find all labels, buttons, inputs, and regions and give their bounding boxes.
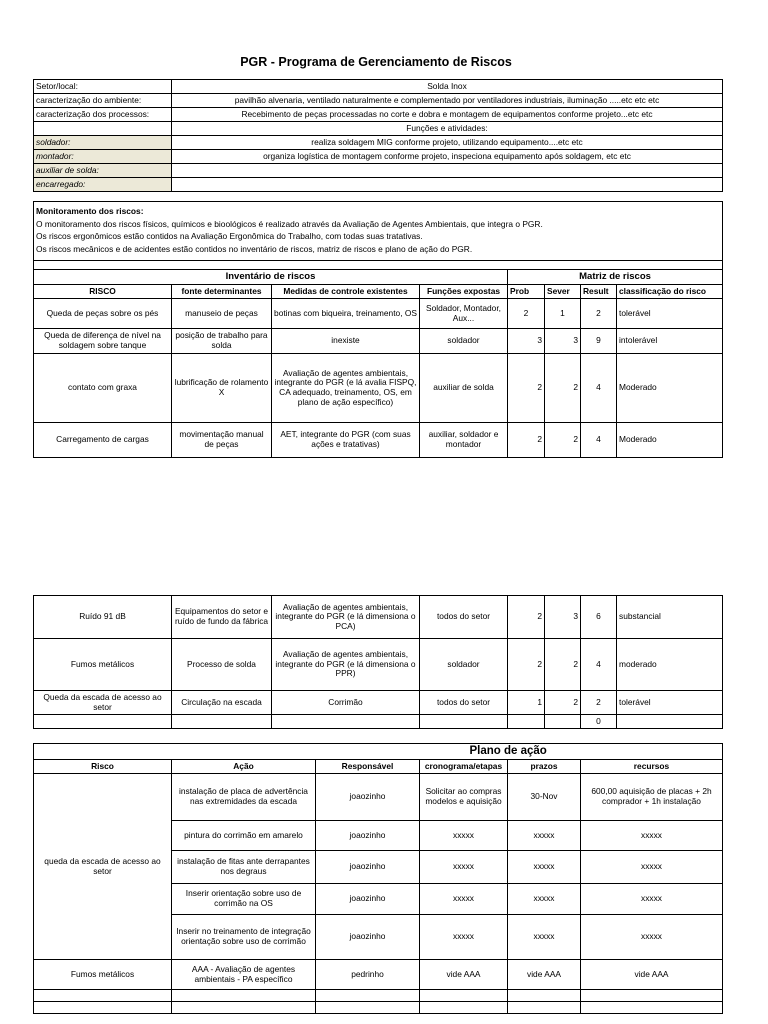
source-cell: movimentação manual de peças: [172, 423, 272, 458]
result-cell: 4: [581, 639, 617, 691]
header-label: [34, 122, 172, 136]
monitoramento-line: Os riscos mecânicos e de acidentes estão contidos no inventário de riscos, matriz de riscos e plano de ação do PGR.: [36, 243, 473, 254]
prob-cell: [508, 715, 545, 729]
header-label: encarregado:: [34, 178, 172, 192]
empty-cell: [316, 1002, 420, 1014]
table-row: [34, 960, 723, 990]
col-header: Result: [581, 285, 617, 299]
header-value: pavilhão alvenaria, ventilado naturalmente e complementado por ventiladores industriais, iluminação .....etc etc etc: [172, 94, 723, 108]
resources-cell: xxxxx: [581, 821, 723, 851]
risk-cell: contato com graxa: [34, 354, 172, 423]
col-header: classificação do risco: [617, 285, 723, 299]
monitoramento-line: Os riscos ergonômicos estão contidos na Avaliação Ergonômica do Trabalho, com todas suas tratativas.: [36, 231, 423, 242]
prob-cell: 2: [508, 596, 545, 639]
action-cell: instalação de placa de advertência nas extremidades da escada: [172, 774, 316, 821]
col-header: Sever: [545, 285, 581, 299]
risk-cell: Queda da escada de acesso ao setor: [34, 691, 172, 715]
inventory-table-continued: [33, 595, 723, 729]
table-row: [34, 299, 723, 329]
schedule-cell: xxxxx: [420, 915, 508, 960]
severity-cell: 2: [545, 639, 581, 691]
spacer-row: [34, 261, 723, 270]
responsible-cell: joaozinho: [316, 915, 420, 960]
empty-row: [34, 1002, 723, 1014]
functions-cell: [420, 715, 508, 729]
empty-row: [34, 990, 723, 1002]
col-header: Ação: [172, 760, 316, 774]
source-cell: posição de trabalho para solda: [172, 329, 272, 354]
source-cell: manuseio de peças: [172, 299, 272, 329]
severity-cell: 2: [545, 354, 581, 423]
schedule-cell: vide AAA: [420, 960, 508, 990]
table-row: [34, 774, 723, 821]
responsible-cell: joaozinho: [316, 884, 420, 915]
schedule-cell: xxxxx: [420, 851, 508, 884]
deadline-cell: vide AAA: [508, 960, 581, 990]
col-header: Funções expostas: [420, 285, 508, 299]
prob-cell: 3: [508, 329, 545, 354]
inventory-table: [33, 201, 723, 458]
header-label: montador:: [34, 150, 172, 164]
table-row: [34, 715, 723, 729]
header-label: auxiliar de solda:: [34, 164, 172, 178]
resources-cell: xxxxx: [581, 851, 723, 884]
col-header: Prob: [508, 285, 545, 299]
controls-cell: Corrimão: [272, 691, 420, 715]
action-cell: pintura do corrimão em amarelo: [172, 821, 316, 851]
table-row: [34, 329, 723, 354]
matriz-title: Matriz de riscos: [508, 270, 723, 285]
header-value: realiza soldagem MIG conforme projeto, utilizando equipamento....etc etc: [172, 136, 723, 150]
prob-cell: 2: [508, 354, 545, 423]
plano-title: Plano de ação: [420, 744, 723, 760]
col-header: recursos: [581, 760, 723, 774]
controls-cell: Avaliação de agentes ambientais, integrante do PGR (e lá dimensiona o PPR): [272, 639, 420, 691]
classification-cell: substancial: [617, 596, 723, 639]
header-value: Funções e atividades:: [172, 122, 723, 136]
table-row: [34, 354, 723, 423]
empty-cell: [420, 1002, 508, 1014]
empty-cell: [508, 990, 581, 1002]
empty-cell: [172, 990, 316, 1002]
schedule-cell: xxxxx: [420, 884, 508, 915]
severity-cell: 3: [545, 329, 581, 354]
action-cell: Inserir orientação sobre uso de corrimão na OS: [172, 884, 316, 915]
header-row: [34, 80, 723, 94]
severity-cell: 2: [545, 423, 581, 458]
controls-cell: botinas com biqueira, treinamento, OS: [272, 299, 420, 329]
header-value: [172, 178, 723, 192]
action-cell: Inserir no treinamento de integração orientação sobre uso de corrimão: [172, 915, 316, 960]
classification-cell: moderado: [617, 639, 723, 691]
source-cell: lubrificação de rolamento X: [172, 354, 272, 423]
source-cell: Processo de solda: [172, 639, 272, 691]
result-cell: 2: [581, 299, 617, 329]
functions-cell: auxiliar de solda: [420, 354, 508, 423]
controls-cell: Avaliação de agentes ambientais, integrante do PGR (e lá avalia FISPQ, CA adequado, treinamento, OS, em plano de ação específico): [272, 354, 420, 423]
deadline-cell: xxxxx: [508, 884, 581, 915]
deadline-cell: 30-Nov: [508, 774, 581, 821]
col-header: RISCO: [34, 285, 172, 299]
severity-cell: 1: [545, 299, 581, 329]
classification-cell: Moderado: [617, 423, 723, 458]
header-label: Setor/local:: [34, 80, 172, 94]
responsible-cell: joaozinho: [316, 774, 420, 821]
header-row: [34, 94, 723, 108]
controls-cell: Avaliação de agentes ambientais, integrante do PGR (e lá dimensiona o PCA): [272, 596, 420, 639]
header-row: [34, 150, 723, 164]
severity-cell: 3: [545, 596, 581, 639]
schedule-cell: Solicitar ao compras modelos e aquisição: [420, 774, 508, 821]
result-cell: 2: [581, 691, 617, 715]
header-row: [34, 164, 723, 178]
risk-cell: Fumos metálicos: [34, 639, 172, 691]
col-header: cronograma/etapas: [420, 760, 508, 774]
classification-cell: tolerável: [617, 691, 723, 715]
functions-cell: todos do setor: [420, 596, 508, 639]
empty-cell: [581, 1002, 723, 1014]
table-row: [34, 596, 723, 639]
controls-cell: [272, 715, 420, 729]
deadline-cell: xxxxx: [508, 915, 581, 960]
inventario-title: Inventário de riscos: [34, 270, 508, 285]
header-label: soldador:: [34, 136, 172, 150]
severity-cell: [545, 715, 581, 729]
controls-cell: AET, integrante do PGR (com suas ações e tratativas): [272, 423, 420, 458]
responsible-cell: joaozinho: [316, 821, 420, 851]
header-label: caracterização dos processos:: [34, 108, 172, 122]
functions-cell: todos do setor: [420, 691, 508, 715]
table-row: [34, 639, 723, 691]
header-value: Recebimento de peças processadas no corte e dobra e montagem de equipamentos conforme projeto...etc etc: [172, 108, 723, 122]
empty-cell: [420, 990, 508, 1002]
empty-cell: [34, 990, 172, 1002]
col-header: Risco: [34, 760, 172, 774]
controls-cell: inexiste: [272, 329, 420, 354]
risk-cell: Ruído 91 dB: [34, 596, 172, 639]
table-row: [34, 691, 723, 715]
empty-cell: [316, 990, 420, 1002]
source-cell: [172, 715, 272, 729]
empty-cell: [172, 1002, 316, 1014]
header-value: organiza logística de montagem conforme projeto, inspeciona equipamento após soldagem, etc etc: [172, 150, 723, 164]
source-cell: Equipamentos do setor e ruído de fundo da fábrica: [172, 596, 272, 639]
source-cell: Circulação na escada: [172, 691, 272, 715]
header-table: [33, 79, 723, 192]
resources-cell: xxxxx: [581, 915, 723, 960]
deadline-cell: xxxxx: [508, 851, 581, 884]
header-label: caracterização do ambiente:: [34, 94, 172, 108]
result-cell: 0: [581, 715, 617, 729]
risk-cell: [34, 715, 172, 729]
deadline-cell: xxxxx: [508, 821, 581, 851]
action-plan-table: [33, 743, 723, 1014]
plan-risk-cell: queda da escada de acesso ao setor: [34, 774, 172, 960]
plan-risk-cell: Fumos metálicos: [34, 960, 172, 990]
functions-cell: Soldador, Montador, Aux...: [420, 299, 508, 329]
classification-cell: Moderado: [617, 354, 723, 423]
empty-cell: [581, 990, 723, 1002]
functions-cell: auxiliar, soldador e montador: [420, 423, 508, 458]
responsible-cell: joaozinho: [316, 851, 420, 884]
col-header: Responsável: [316, 760, 420, 774]
monitoramento-block: [34, 202, 723, 261]
empty-cell: [34, 1002, 172, 1014]
functions-cell: soldador: [420, 639, 508, 691]
col-header: prazos: [508, 760, 581, 774]
result-cell: 9: [581, 329, 617, 354]
resources-cell: vide AAA: [581, 960, 723, 990]
plano-title-spacer: [34, 744, 420, 760]
col-header: Medidas de controle existentes: [272, 285, 420, 299]
prob-cell: 2: [508, 299, 545, 329]
col-header: fonte determinantes: [172, 285, 272, 299]
classification-cell: [617, 715, 723, 729]
responsible-cell: pedrinho: [316, 960, 420, 990]
prob-cell: 2: [508, 639, 545, 691]
severity-cell: 2: [545, 691, 581, 715]
table-row: [34, 423, 723, 458]
page-title: PGR - Programa de Gerenciamento de Riscos: [240, 55, 512, 69]
monitoramento-heading: Monitoramento dos riscos:: [36, 206, 144, 216]
header-value: Solda Inox: [172, 80, 723, 94]
functions-cell: soldador: [420, 329, 508, 354]
schedule-cell: xxxxx: [420, 821, 508, 851]
monitoramento-line: O monitoramento dos riscos físicos, químicos e bioológicos é realizado através da Avaliação de Agentes Ambientais, que integra o PGR.: [36, 218, 543, 229]
risk-cell: Queda de diferença de nível na soldagem sobre tanque: [34, 329, 172, 354]
classification-cell: intolerável: [617, 329, 723, 354]
header-row: [34, 178, 723, 192]
header-row: [34, 136, 723, 150]
prob-cell: 1: [508, 691, 545, 715]
header-row: [34, 108, 723, 122]
classification-cell: tolerável: [617, 299, 723, 329]
action-cell: AAA - Avaliação de agentes ambientais - PA específico: [172, 960, 316, 990]
result-cell: 6: [581, 596, 617, 639]
action-cell: instalação de fitas ante derrapantes nos degraus: [172, 851, 316, 884]
risk-cell: Carregamento de cargas: [34, 423, 172, 458]
header-row: [34, 122, 723, 136]
resources-cell: xxxxx: [581, 884, 723, 915]
risk-cell: Queda de peças sobre os pés: [34, 299, 172, 329]
empty-cell: [508, 1002, 581, 1014]
result-cell: 4: [581, 423, 617, 458]
header-value: [172, 164, 723, 178]
result-cell: 4: [581, 354, 617, 423]
resources-cell: 600,00 aquisição de placas + 2h comprador + 1h instalação: [581, 774, 723, 821]
prob-cell: 2: [508, 423, 545, 458]
